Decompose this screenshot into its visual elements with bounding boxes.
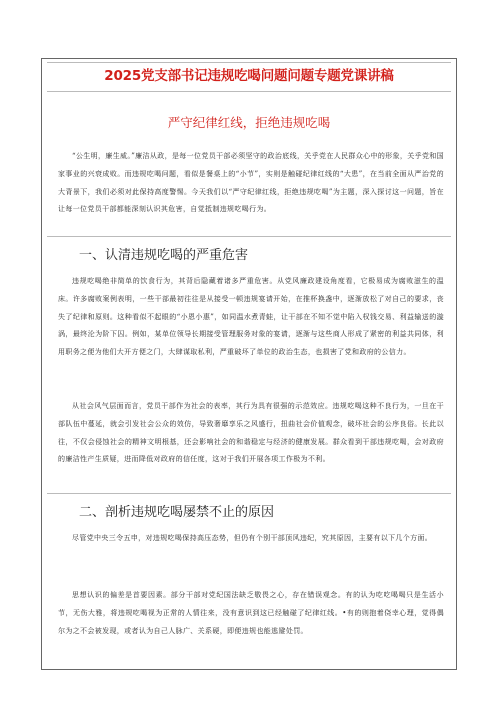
title-divider xyxy=(47,91,451,92)
section-1-paragraph-2: 从社会风气层面而言，党员干部作为社会的表率，其行为具有很强的示范效应。违规吃喝这种不良行为，一旦在干部队伍中蔓延，就会引发社会公众的效仿，导致奢靡享乐之风盛行，扭曲社会价值观念，破坏社会的公序良俗。长此以往，不仅会侵蚀社会的精神文明根基，还会影响社会的和谐稳定与经济的健康发展。群众看到干部违规吃喝，会对政府的廉洁性产生质疑，进而降低对政府的信任度，这对于我们开展各项工作极为不利。 xyxy=(58,402,444,464)
intro-paragraph: “公生明，廉生威。”廉洁从政，是每一位党员干部必须坚守的政治底线，关乎党在人民群众心中的形象，关乎党和国家事业的兴衰成败。而违规吃喝问题，看似是餐桌上的“小节”，实则是触碰纪律红线的“大患”，在当前全面从严治党的大背景下，我们必须对此保持高度警惕。今天我们以“严守纪律红线，拒绝违规吃喝”为主题，深入探讨这一问题，旨在让每一位党员干部都能深刻认识其危害，自觉抵制违规吃喝行为。 xyxy=(58,152,444,214)
section-2-heading: 二、剖析违规吃喝屡禁不止的原因 xyxy=(79,505,275,520)
top-divider xyxy=(47,62,451,63)
section-divider xyxy=(47,236,451,237)
document-title: 2025党支部书记违规吃喝问题问题专题党课讲稿 xyxy=(104,68,394,84)
section-divider xyxy=(47,493,451,494)
document-subtitle: 严守纪律红线，拒绝违规吃喝 xyxy=(167,115,331,130)
section-2-paragraph-2: 思想认识的偏差是首要因素。部分干部对党纪国法缺乏敬畏之心，存在错误观念。有的认为吃吃喝喝只是生活小节，无伤大雅，将违规吃喝视为正常的人情往来，没有意识到这已经触碰了纪律红线。•有的则抱着侥幸心理，觉得偶尔为之不会被发现，或者认为自己人脉广、关系硬，即便违规也能逃避处罚。 xyxy=(58,591,444,635)
section-1-paragraph-1: 违规吃喝绝非简单的饮食行为，其背后隐藏着诸多严重危害。从党风廉政建设角度看，它极易成为腐败滋生的温床。许多腐败案例表明，一些干部最初往往是从接受一顿违规宴请开始，在推杯换盏中，逐渐放松了对自己的要求，丧失了纪律和原则。这种看似不起眼的“小恩小惠”，如同温水煮青蛙，让干部在不知不觉中陷入权钱交易、利益输送的漩涡，最终沦为阶下囚。例如，某单位领导长期接受管理服务对象的宴请，逐渐与这些商人形成了紧密的利益共同体，利用职务之便为他们大开方便之门，大肆谋取私利，严重破坏了单位的政治生态，也损害了党和政府的公信力。 xyxy=(58,277,444,357)
section-1-heading: 一、认清违规吃喝的严重危害 xyxy=(79,248,249,263)
section-2-paragraph-1: 尽管党中央三令五申，对违规吃喝保持高压态势，但仍有个别干部顶风违纪，究其原因，主要有以下几个方面。 xyxy=(72,534,433,542)
